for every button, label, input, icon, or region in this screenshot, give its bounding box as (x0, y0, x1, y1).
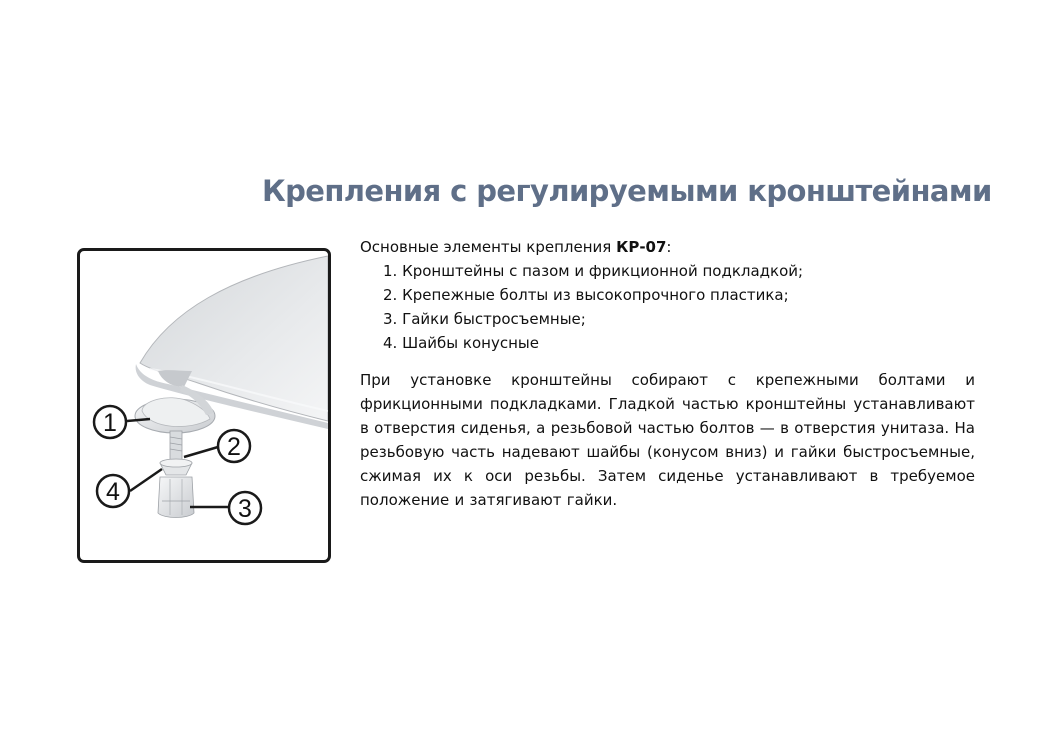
mounting-illustration (77, 248, 331, 563)
svg-text:1: 1 (103, 409, 117, 437)
list-item: 1. Кронштейны с пазом и фрикционной подкладкой; (383, 262, 804, 280)
bolt-assembly-graphic (158, 431, 194, 518)
list-item: 2. Крепежные болты из высокопрочного пластика; (383, 286, 789, 304)
svg-text:4: 4 (106, 478, 120, 506)
callout-2 (218, 430, 250, 462)
callout-4 (97, 475, 129, 507)
model-code: КР-07 (616, 238, 667, 256)
intro-suffix: : (666, 238, 672, 256)
intro-prefix: Основные элементы крепления (360, 238, 617, 256)
svg-text:2: 2 (227, 433, 241, 461)
callout-1 (94, 406, 126, 438)
svg-text:3: 3 (238, 495, 252, 523)
description-block (360, 235, 975, 512)
elements-list (360, 259, 975, 355)
callout-3 (229, 492, 261, 524)
page-title: Крепления с регулируемыми кронштейнами (262, 174, 992, 208)
list-item: 4. Шайбы конусные (383, 334, 539, 352)
list-item: 3. Гайки быстросъемные; (383, 310, 586, 328)
elements-intro (360, 235, 975, 259)
installation-paragraph: При установке кронштейны собирают с крепежными болтами и фрикционными подкладками. Гладкой частью кронштейны устанавливают в отверстия сиденья, а резьбовой частью болтов — в отверстия унитаза. На резьбовую часть надевают шайбы (конусом вниз) и гайки быстросъемные, сжимая их к оси резьбы. Затем сиденье устанавливают в требуемое положение и затягивают гайки. (360, 371, 975, 509)
